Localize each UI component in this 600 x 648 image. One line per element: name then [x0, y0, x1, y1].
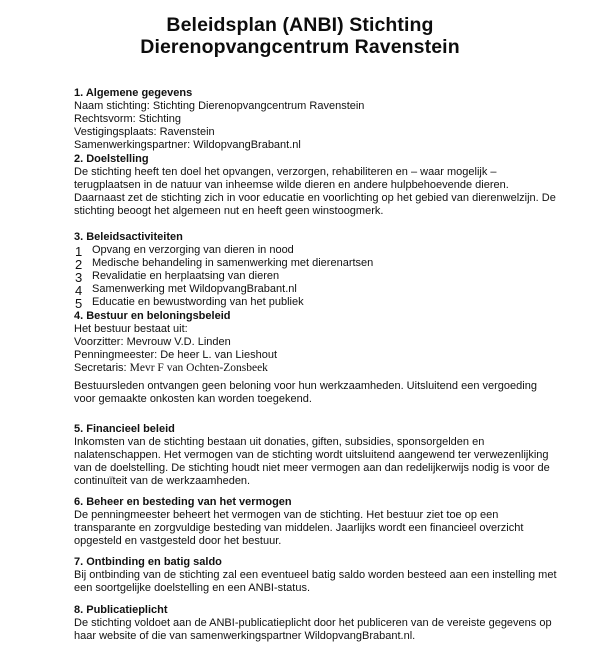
- list-item: [74, 296, 544, 309]
- paragraph-line: Inkomsten van de stichting bestaan uit donaties, giften, subsidies, sponsorgelden en: [74, 436, 485, 448]
- paragraph-line: De penningmeester beheert het vermogen van de stichting. Het bestuur ziet toe op een: [74, 509, 499, 521]
- list-text: Educatie en bewustwording van het publiek: [92, 296, 304, 308]
- list-text: Samenwerking met WildopvangBrabant.nl: [92, 283, 297, 295]
- list-number: 1: [75, 244, 83, 259]
- board-member-chair: [74, 336, 544, 349]
- paragraph-line: Bij ontbinding van de stichting zal een eventueel batig saldo worden besteed aan een instelling met: [74, 569, 557, 581]
- list-text: Medische behandeling in samenwerking met dierenartsen: [92, 257, 374, 269]
- board-name: Mevr F van Ochten-Zonsbeek: [129, 362, 268, 374]
- section-heading: 8. Publicatieplicht: [74, 604, 168, 616]
- list-number: 2: [75, 257, 83, 272]
- section-heading: 4. Bestuur en beloningsbeleid: [74, 310, 231, 322]
- list-item: [74, 257, 544, 270]
- paragraph-line: haar website of die van samenwerkingspartner WildopvangBrabant.nl.: [74, 630, 416, 642]
- section-asset-management: [74, 496, 544, 548]
- section-heading: 1. Algemene gegevens: [74, 87, 193, 99]
- paragraph-line: stichting beoogt het algemeen nut en heeft geen winstoogmerk.: [74, 205, 384, 217]
- section-heading: 7. Ontbinding en batig saldo: [74, 556, 222, 568]
- paragraph-line: De stichting heeft ten doel het opvangen, verzorgen, rehabiliteren en – waar mogelijk –: [74, 166, 497, 178]
- board-intro: Het bestuur bestaat uit:: [74, 323, 188, 335]
- section-financial: [74, 423, 550, 488]
- list-number: 5: [75, 296, 83, 311]
- paragraph-line: een soortgelijke doelstelling en een ANBI-status.: [74, 582, 311, 594]
- board-role: Secretaris:: [74, 362, 130, 374]
- document-title: [0, 14, 600, 58]
- list-item: [74, 283, 544, 296]
- section-heading: 5. Financieel beleid: [74, 423, 175, 435]
- title-line-2: Dierenopvangcentrum Ravenstein: [140, 36, 460, 58]
- section-board: [74, 310, 544, 375]
- section-general-info: [74, 87, 544, 152]
- paragraph-line: continuïteit van de werkzaamheden.: [74, 475, 251, 487]
- partner: Samenwerkingspartner: WildopvangBrabant.nl: [74, 139, 301, 151]
- section-heading: 3. Beleidsactiviteiten: [74, 231, 183, 243]
- board-role: Voorzitter:: [74, 336, 127, 348]
- list-item: [74, 270, 544, 283]
- board-member-secretary: [74, 362, 544, 375]
- section-heading: 2. Doelstelling: [74, 153, 149, 165]
- list-number: 4: [75, 283, 83, 298]
- paragraph-line: De stichting voldoet aan de ANBI-publicatieplicht door het publiceren van de vereiste gegevens op: [74, 617, 552, 629]
- paragraph-line: terugplaatsen in de natuur van inheemse wilde dieren en andere hulpbehoevende dieren.: [74, 179, 509, 191]
- paragraph-line: van de doelstelling. De stichting houdt niet meer vermogen aan dan redelijkerwijs nodig is voor de: [74, 462, 550, 474]
- activities-list: [74, 244, 544, 309]
- remuneration-paragraph: [74, 380, 544, 406]
- list-item: [74, 244, 544, 257]
- paragraph-line: nalatenschappen. Het vermogen van de stichting wordt uitsluitend aangewend ter verwezenlijking: [74, 449, 549, 461]
- section-purpose: [74, 153, 556, 218]
- section-activities: [74, 231, 544, 309]
- paragraph-line: transparante en zorgvuldige besteding van middelen. Jaarlijks wordt een financieel overzicht: [74, 522, 524, 534]
- paragraph-line: opgesteld en vastgesteld door het bestuur.: [74, 535, 282, 547]
- list-number: 3: [75, 270, 83, 285]
- list-text: Revalidatie en herplaatsing van dieren: [92, 270, 280, 282]
- section-heading: 6. Beheer en besteding van het vermogen: [74, 496, 292, 508]
- board-name: De heer L. van Lieshout: [160, 349, 278, 361]
- paragraph-line: Daarnaast zet de stichting zich in voor educatie en voorlichting op het gebied van dierenwelzijn. De: [74, 192, 556, 204]
- legal-form: Rechtsvorm: Stichting: [74, 113, 181, 125]
- board-role: Penningmeester:: [74, 349, 161, 361]
- board-name: Mevrouw V.D. Linden: [126, 336, 231, 348]
- paragraph-line: Bestuursleden ontvangen geen beloning voor hun werkzaamheden. Uitsluitend een vergoeding: [74, 380, 537, 392]
- title-line-1: Beleidsplan (ANBI) Stichting: [166, 14, 434, 36]
- location: Vestigingsplaats: Ravenstein: [74, 126, 215, 138]
- foundation-name: Naam stichting: Stichting Dierenopvangcentrum Ravenstein: [74, 100, 365, 112]
- list-text: Opvang en verzorging van dieren in nood: [92, 244, 294, 256]
- section-dissolution: [74, 556, 557, 595]
- section-publication: [74, 604, 552, 643]
- board-member-treasurer: [74, 349, 544, 362]
- paragraph-line: voor gemaakte onkosten kan worden toegekend.: [74, 393, 312, 405]
